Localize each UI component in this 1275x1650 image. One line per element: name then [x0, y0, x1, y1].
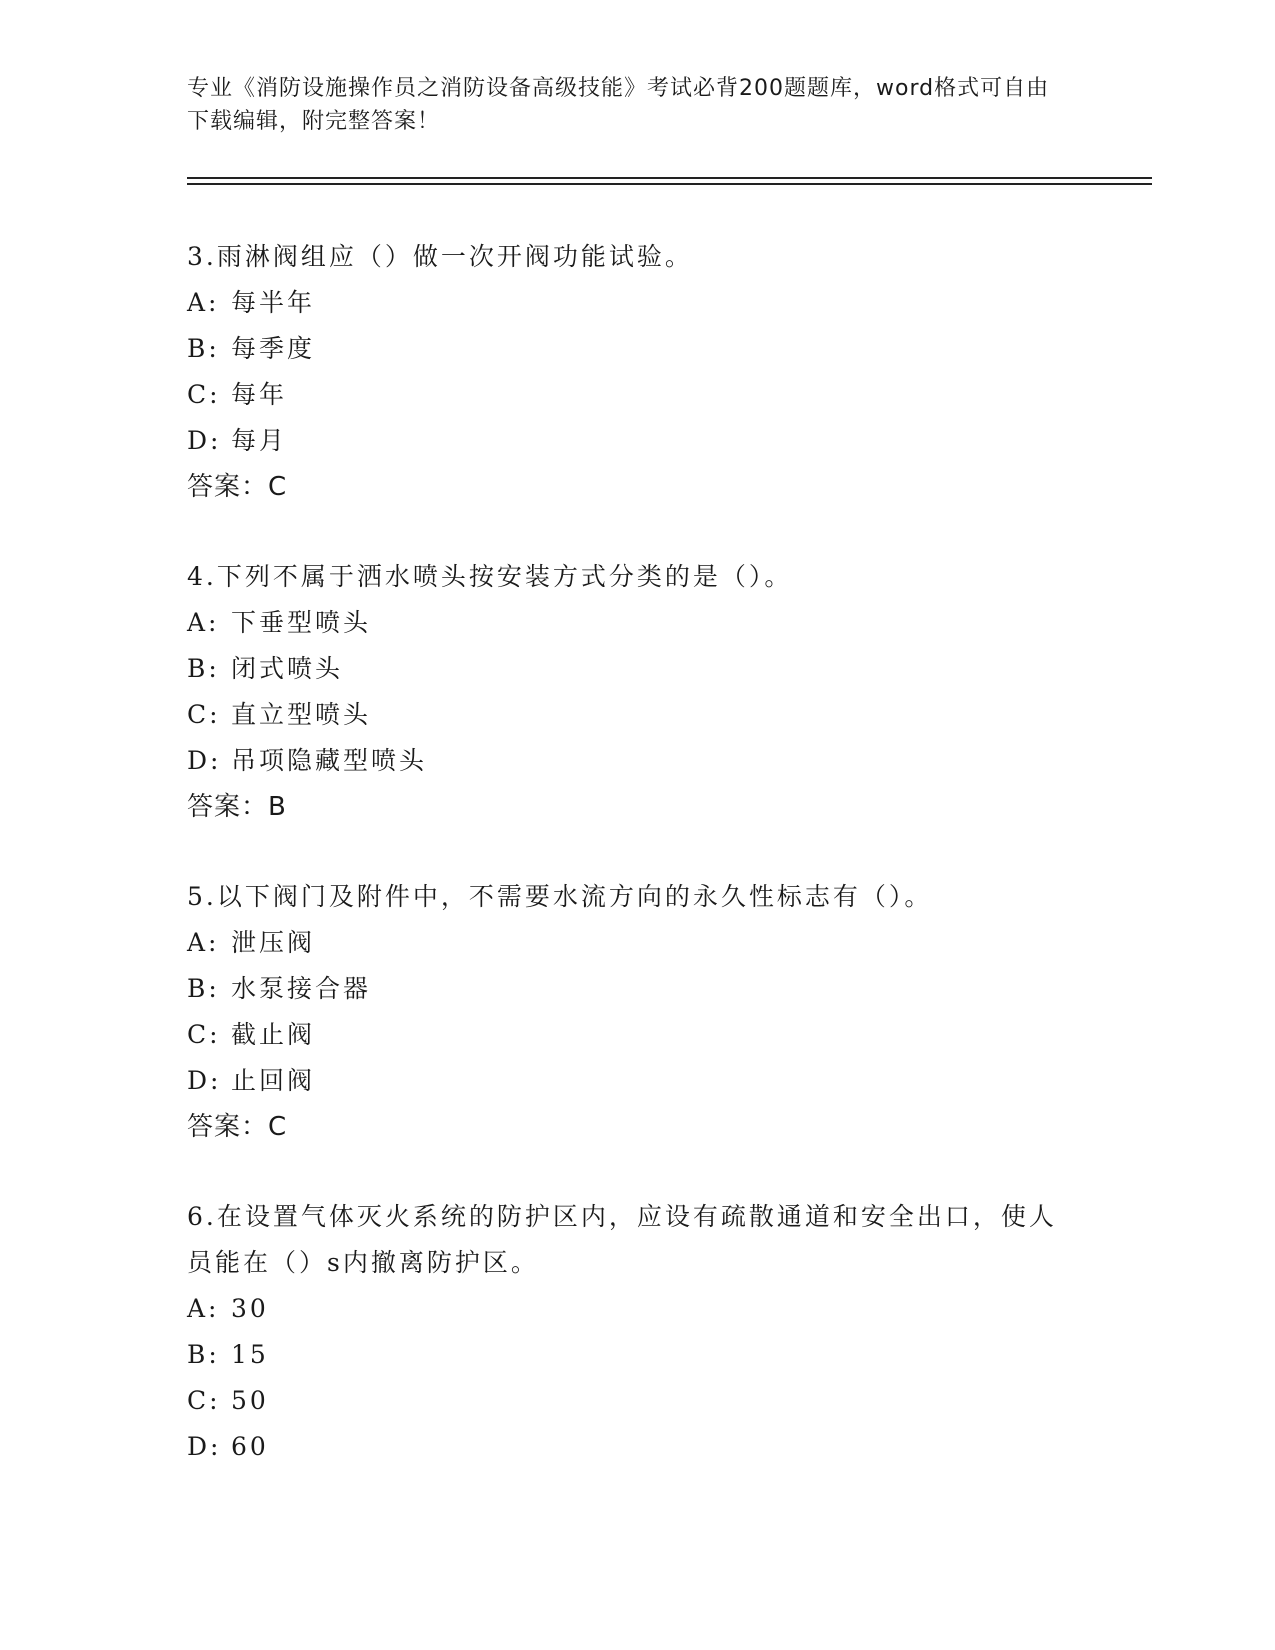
answer-label: 答案： [187, 472, 269, 502]
option-key: D: [187, 1066, 222, 1095]
option-text: 15 [231, 1340, 269, 1369]
option-text: 每月 [231, 426, 288, 455]
option-key: B: [187, 974, 220, 1003]
answer-label: 答案： [187, 1112, 269, 1142]
option-d [187, 418, 1067, 464]
option-c [187, 1012, 1067, 1058]
question-title: 6.在设置气体灭火系统的防护区内，应设有疏散通道和安全出口，使人员能在（）s内撤离防护区。 [187, 1202, 1057, 1277]
answer-line [187, 464, 1067, 510]
option-key: C: [187, 1020, 221, 1049]
option-c [187, 372, 1067, 418]
header-divider-bottom [187, 183, 1152, 185]
option-d [187, 738, 1067, 784]
option-text: 每半年 [231, 288, 316, 317]
option-key: D: [187, 746, 222, 775]
option-b [187, 326, 1067, 372]
option-text: 泄压阀 [231, 928, 316, 957]
option-key: A: [187, 288, 220, 317]
option-text: 水泵接合器 [231, 974, 372, 1003]
option-key: B: [187, 654, 220, 683]
option-a [187, 1286, 1067, 1332]
question-6 [187, 1194, 1067, 1470]
option-key: B: [187, 334, 220, 363]
option-key: C: [187, 1386, 221, 1415]
option-b [187, 646, 1067, 692]
option-d [187, 1058, 1067, 1104]
question-title: 5.以下阀门及附件中，不需要水流方向的永久性标志有（）。 [187, 882, 933, 911]
option-c [187, 1378, 1067, 1424]
answer-line [187, 1104, 1067, 1150]
option-b [187, 966, 1067, 1012]
question-3 [187, 234, 1067, 510]
option-a [187, 600, 1067, 646]
question-5 [187, 874, 1067, 1150]
option-a [187, 280, 1067, 326]
question-4 [187, 554, 1067, 830]
option-text: 闭式喷头 [231, 654, 344, 683]
option-text: 60 [231, 1432, 269, 1461]
option-key: A: [187, 1294, 220, 1323]
option-key: B: [187, 1340, 220, 1369]
option-text: 吊项隐藏型喷头 [231, 746, 428, 775]
option-text: 下垂型喷头 [231, 608, 372, 637]
question-title: 4.下列不属于洒水喷头按安装方式分类的是（）。 [187, 562, 793, 591]
option-c [187, 692, 1067, 738]
option-d [187, 1424, 1067, 1470]
answer-label: 答案： [187, 792, 269, 822]
option-key: D: [187, 426, 222, 455]
option-b [187, 1332, 1067, 1378]
option-key: D: [187, 1432, 222, 1461]
option-key: A: [187, 928, 220, 957]
option-text: 30 [231, 1294, 269, 1323]
option-text: 每年 [231, 380, 288, 409]
answer-value: C [268, 472, 288, 502]
option-text: 截止阀 [231, 1020, 316, 1049]
option-text: 止回阀 [231, 1066, 316, 1095]
option-text: 每季度 [231, 334, 316, 363]
answer-line [187, 784, 1067, 830]
option-a [187, 920, 1067, 966]
answer-value: B [268, 792, 287, 822]
option-text: 直立型喷头 [231, 700, 372, 729]
question-title: 3.雨淋阀组应（）做一次开阀功能试验。 [187, 242, 693, 271]
option-key: C: [187, 700, 221, 729]
document-header: 专业《消防设施操作员之消防设备高级技能》考试必背200题题库，word格式可自由下载编辑，附完整答案！ [187, 76, 1050, 134]
answer-value: C [268, 1112, 288, 1142]
header-divider-top [187, 177, 1152, 179]
option-key: A: [187, 608, 220, 637]
option-key: C: [187, 380, 221, 409]
option-text: 50 [231, 1386, 269, 1415]
